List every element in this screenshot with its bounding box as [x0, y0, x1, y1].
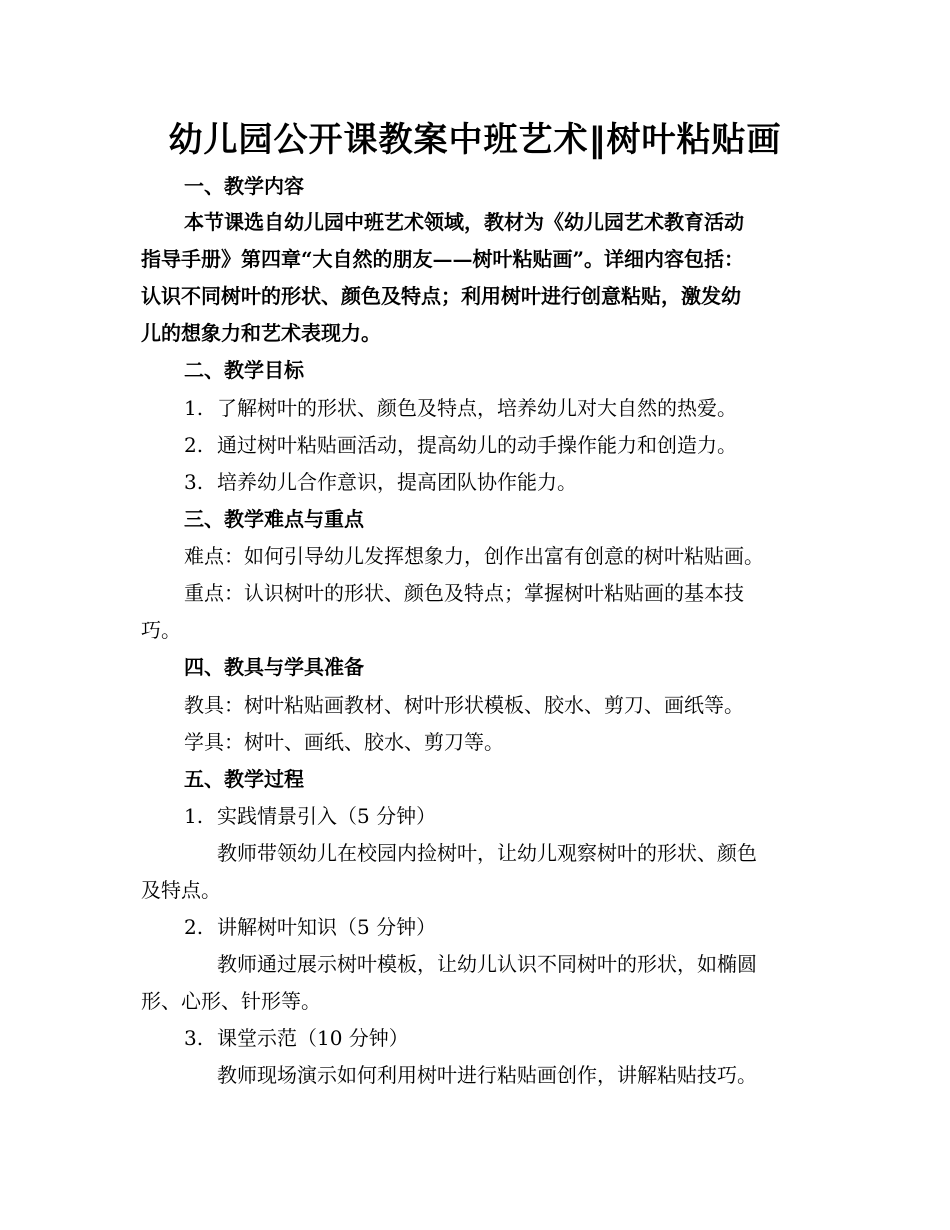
step-number: 3. — [184, 1026, 204, 1050]
list-text: 培养幼儿合作意识，提高团队协作能力。 — [217, 470, 577, 494]
step-title — [184, 915, 436, 939]
paragraph-line: 教师带领幼儿在校园内捡树叶，让幼儿观察树叶的形状、颜色 — [217, 841, 757, 865]
list-item — [184, 433, 737, 457]
step-number: 2. — [184, 915, 204, 939]
paragraph-line: 难点：如何引导幼儿发挥想象力，创作出富有创意的树叶粘贴画。 — [184, 544, 764, 568]
list-item — [184, 470, 577, 494]
section-heading-content: 一、教学内容 — [184, 174, 304, 198]
section-heading-process: 五、教学过程 — [184, 767, 304, 791]
list-text: 了解树叶的形状、颜色及特点，培养幼儿对大自然的热爱。 — [217, 396, 737, 420]
step-title-text: 实践情景引入（5 分钟） — [217, 804, 437, 828]
paragraph-line: 及特点。 — [141, 878, 221, 902]
paragraph-line: 本节课选自幼儿园中班艺术领域，教材为《幼儿园艺术教育活动 — [184, 210, 744, 234]
paragraph-line: 儿的想象力和艺术表现力。 — [141, 321, 381, 345]
list-text: 通过树叶粘贴画活动，提高幼儿的动手操作能力和创造力。 — [217, 433, 737, 457]
step-title-text: 课堂示范（10 分钟） — [217, 1026, 409, 1050]
paragraph-line: 教师通过展示树叶模板，让幼儿认识不同树叶的形状，如椭圆 — [217, 952, 757, 976]
section-heading-goals: 二、教学目标 — [184, 358, 304, 382]
paragraph-line: 认识不同树叶的形状、颜色及特点；利用树叶进行创意粘贴，激发幼 — [141, 284, 741, 308]
paragraph-line: 指导手册》第四章“大自然的朋友——树叶粘贴画”。详细内容包括： — [141, 247, 745, 271]
list-item — [184, 396, 737, 420]
step-number: 1. — [184, 804, 204, 828]
paragraph-line: 巧。 — [141, 618, 181, 642]
paragraph-line: 重点：认识树叶的形状、颜色及特点；掌握树叶粘贴画的基本技 — [184, 581, 744, 605]
list-number: 2. — [184, 433, 204, 457]
list-number: 1. — [184, 396, 204, 420]
section-heading-difficulty: 三、教学难点与重点 — [184, 507, 364, 531]
step-title-text: 讲解树叶知识（5 分钟） — [217, 915, 437, 939]
paragraph-line: 学具：树叶、画纸、胶水、剪刀等。 — [184, 730, 504, 754]
list-number: 3. — [184, 470, 204, 494]
page-title: 幼儿园公开课教案中班艺术‖树叶粘贴画 — [168, 120, 782, 160]
step-title — [184, 1026, 409, 1050]
paragraph-line: 教具：树叶粘贴画教材、树叶形状模板、胶水、剪刀、画纸等。 — [184, 693, 744, 717]
paragraph-line: 教师现场演示如何利用树叶进行粘贴画创作，讲解粘贴技巧。 — [217, 1063, 757, 1087]
section-heading-tools: 四、教具与学具准备 — [184, 655, 364, 679]
paragraph-line: 形、心形、针形等。 — [141, 989, 321, 1013]
step-title — [184, 804, 436, 828]
